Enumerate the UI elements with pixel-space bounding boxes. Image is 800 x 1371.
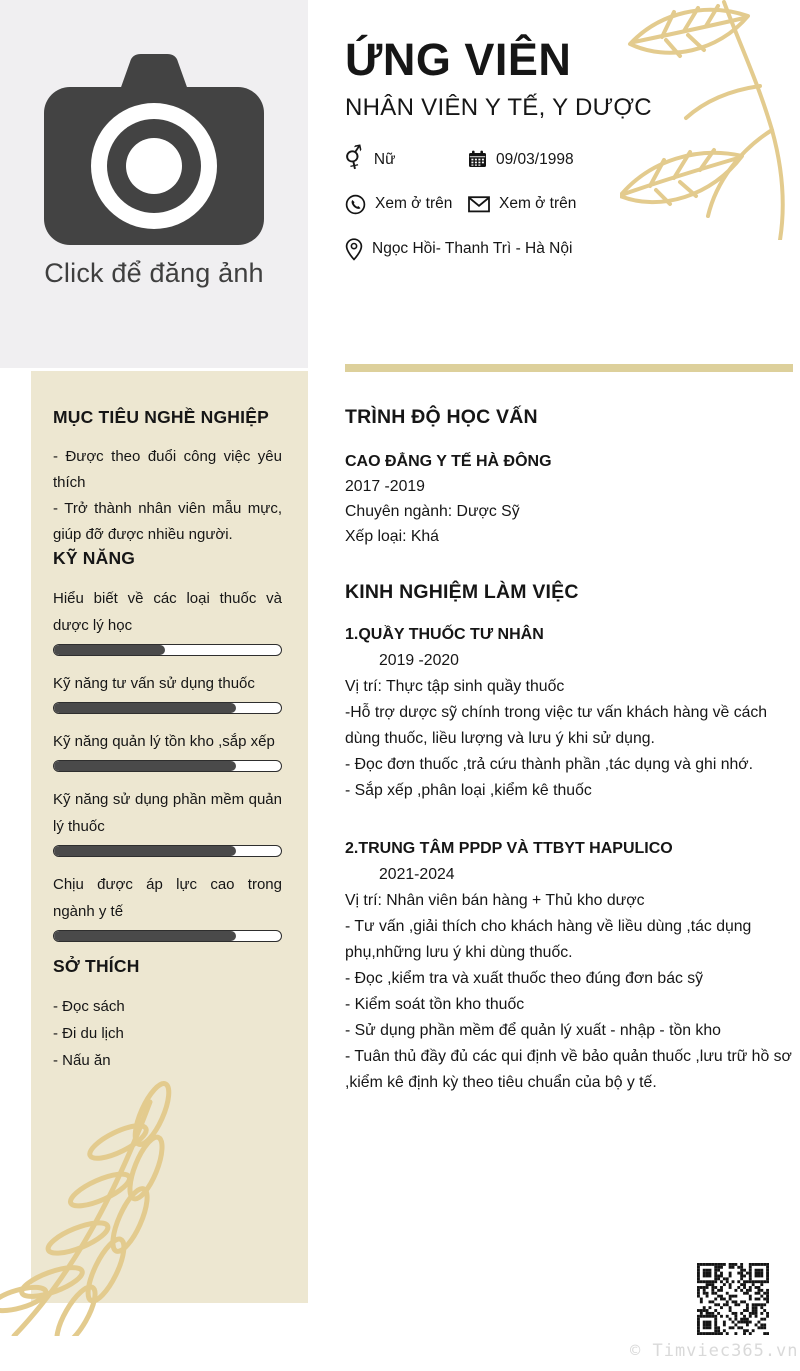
candidate-title: NHÂN VIÊN Y TẾ, Y DƯỢC bbox=[345, 93, 652, 121]
contact-phone bbox=[345, 194, 468, 215]
hobby-item: - Đi du lịch bbox=[53, 1025, 124, 1042]
job-years: 2021-2024 bbox=[379, 866, 455, 883]
phone-icon bbox=[345, 194, 366, 215]
skill-bar-fill bbox=[54, 846, 236, 856]
contact-row bbox=[342, 144, 793, 174]
location-icon bbox=[345, 238, 363, 261]
job-detail-line: - Tư vấn ,giải thích cho khách hàng về liều dùng ,tác dụng phụ,những lưu ý khi dùng thuốc. bbox=[345, 918, 752, 961]
candidate-name: ỨNG VIÊN bbox=[345, 34, 572, 85]
skill-bar bbox=[53, 760, 282, 772]
birthday-value: 09/03/1998 bbox=[496, 150, 574, 168]
qr-code bbox=[697, 1263, 769, 1335]
skill-label: Kỹ năng tư vấn sử dụng thuốc bbox=[53, 675, 255, 692]
address-value: Ngọc Hồi- Thanh Trì - Hà Nội bbox=[372, 240, 573, 258]
contact-email bbox=[468, 195, 576, 213]
job-company: 1.QUẦY THUỐC TƯ NHÂN bbox=[345, 626, 544, 643]
job-entry bbox=[345, 836, 793, 1096]
skill-bar bbox=[53, 702, 282, 714]
job-entry bbox=[345, 622, 793, 804]
skill-bar bbox=[53, 845, 282, 857]
email-value: Xem ở trên bbox=[499, 195, 577, 213]
calendar-icon bbox=[468, 150, 487, 169]
objective-item: - Trở thành nhân viên mẫu mực, giúp đỡ được nhiều người. bbox=[53, 500, 282, 543]
education-grade: Xếp loại: Khá bbox=[345, 528, 439, 545]
skill-label: Hiểu biết về các loại thuốc và dược lý học bbox=[53, 590, 282, 634]
contact-row bbox=[345, 238, 793, 261]
skill-item bbox=[53, 670, 282, 714]
skill-item bbox=[53, 786, 282, 857]
objective-heading: MỤC TIÊU NGHỀ NGHIỆP bbox=[53, 407, 269, 427]
main-column bbox=[342, 0, 793, 1091]
job-details bbox=[345, 700, 793, 804]
skill-label: Chịu được áp lực cao trong ngành y tế bbox=[53, 876, 282, 920]
skill-bar bbox=[53, 644, 282, 656]
job-detail-line: - Tuân thủ đầy đủ các qui định về bảo quản thuốc ,lưu trữ hồ sơ ,kiểm kê định kỳ theo tiêu chuẩn của bộ y tế. bbox=[345, 1048, 792, 1091]
job-detail-line: - Đọc ,kiểm tra và xuất thuốc theo đúng đơn bác sỹ bbox=[345, 970, 704, 987]
gender-value: Nữ bbox=[373, 150, 396, 168]
contact-address bbox=[345, 238, 572, 261]
job-company: 2.TRUNG TÂM PPDP VÀ TTBYT HAPULICO bbox=[345, 840, 673, 857]
skill-item bbox=[53, 871, 282, 942]
education-years: 2017 -2019 bbox=[345, 478, 425, 495]
contact-row bbox=[345, 194, 793, 215]
job-detail-line: - Kiểm soát tồn kho thuốc bbox=[345, 996, 525, 1013]
job-detail-line: - Sắp xếp ,phân loại ,kiểm kê thuốc bbox=[345, 782, 592, 799]
education-major: Chuyên ngành: Dược Sỹ bbox=[345, 503, 520, 520]
photo-caption: Click để đăng ảnh bbox=[44, 258, 264, 288]
phone-value: Xem ở trên bbox=[375, 195, 453, 213]
photo-upload-area[interactable] bbox=[0, 0, 308, 368]
job-details bbox=[345, 914, 793, 1096]
watermark: © Timviec365.vn bbox=[630, 1341, 799, 1361]
contact-birthday bbox=[468, 150, 574, 169]
experience-list bbox=[345, 622, 793, 1096]
contact-gender bbox=[342, 144, 468, 174]
job-years: 2019 -2020 bbox=[379, 652, 459, 669]
skill-bar-fill bbox=[54, 703, 236, 713]
education-heading: TRÌNH ĐỘ HỌC VẤN bbox=[345, 406, 538, 428]
job-detail-line: - Sử dụng phần mềm để quản lý xuất - nhập - tồn kho bbox=[345, 1022, 721, 1039]
skill-bar-fill bbox=[54, 931, 236, 941]
hobby-item: - Nấu ăn bbox=[53, 1052, 111, 1069]
experience-heading: KINH NGHIỆM LÀM VIỆC bbox=[345, 581, 579, 603]
skill-bar-fill bbox=[54, 645, 165, 655]
skill-label: Kỹ năng quản lý tồn kho ,sắp xếp bbox=[53, 733, 275, 750]
leaf-decoration-bottom-icon bbox=[0, 1080, 175, 1336]
job-position: Vị trí: Nhân viên bán hàng + Thủ kho dược bbox=[345, 892, 645, 909]
education-school: CAO ĐẲNG Y TẾ HÀ ĐÔNG bbox=[345, 453, 552, 470]
skill-bar-fill bbox=[54, 761, 236, 771]
job-detail-line: -Hỗ trợ dược sỹ chính trong việc tư vấn khách hàng về cách dùng thuốc, liều lượng và lưu ý khi sử dụng. bbox=[345, 704, 768, 747]
hobbies-list bbox=[53, 993, 282, 1074]
skill-item bbox=[53, 585, 282, 656]
main-content bbox=[345, 394, 793, 1096]
email-icon bbox=[468, 196, 490, 213]
skills-list bbox=[53, 585, 282, 942]
job-detail-line: - Đọc đơn thuốc ,trả cứu thành phần ,tác dụng và ghi nhớ. bbox=[345, 756, 754, 773]
skill-item bbox=[53, 728, 282, 772]
skill-label: Kỹ năng sử dụng phần mềm quản lý thuốc bbox=[53, 791, 282, 835]
skill-bar bbox=[53, 930, 282, 942]
skills-heading: KỸ NĂNG bbox=[53, 548, 136, 568]
job-position: Vị trí: Thực tập sinh quầy thuốc bbox=[345, 678, 565, 695]
objective-list bbox=[53, 444, 282, 548]
hobby-item: - Đọc sách bbox=[53, 998, 125, 1015]
camera-icon bbox=[44, 54, 264, 246]
hobbies-heading: SỞ THÍCH bbox=[53, 956, 140, 976]
contact-info bbox=[342, 144, 793, 261]
objective-item: - Được theo đuổi công việc yêu thích bbox=[53, 448, 282, 491]
gender-icon: ⚥ bbox=[342, 144, 368, 174]
gold-divider bbox=[345, 364, 793, 372]
